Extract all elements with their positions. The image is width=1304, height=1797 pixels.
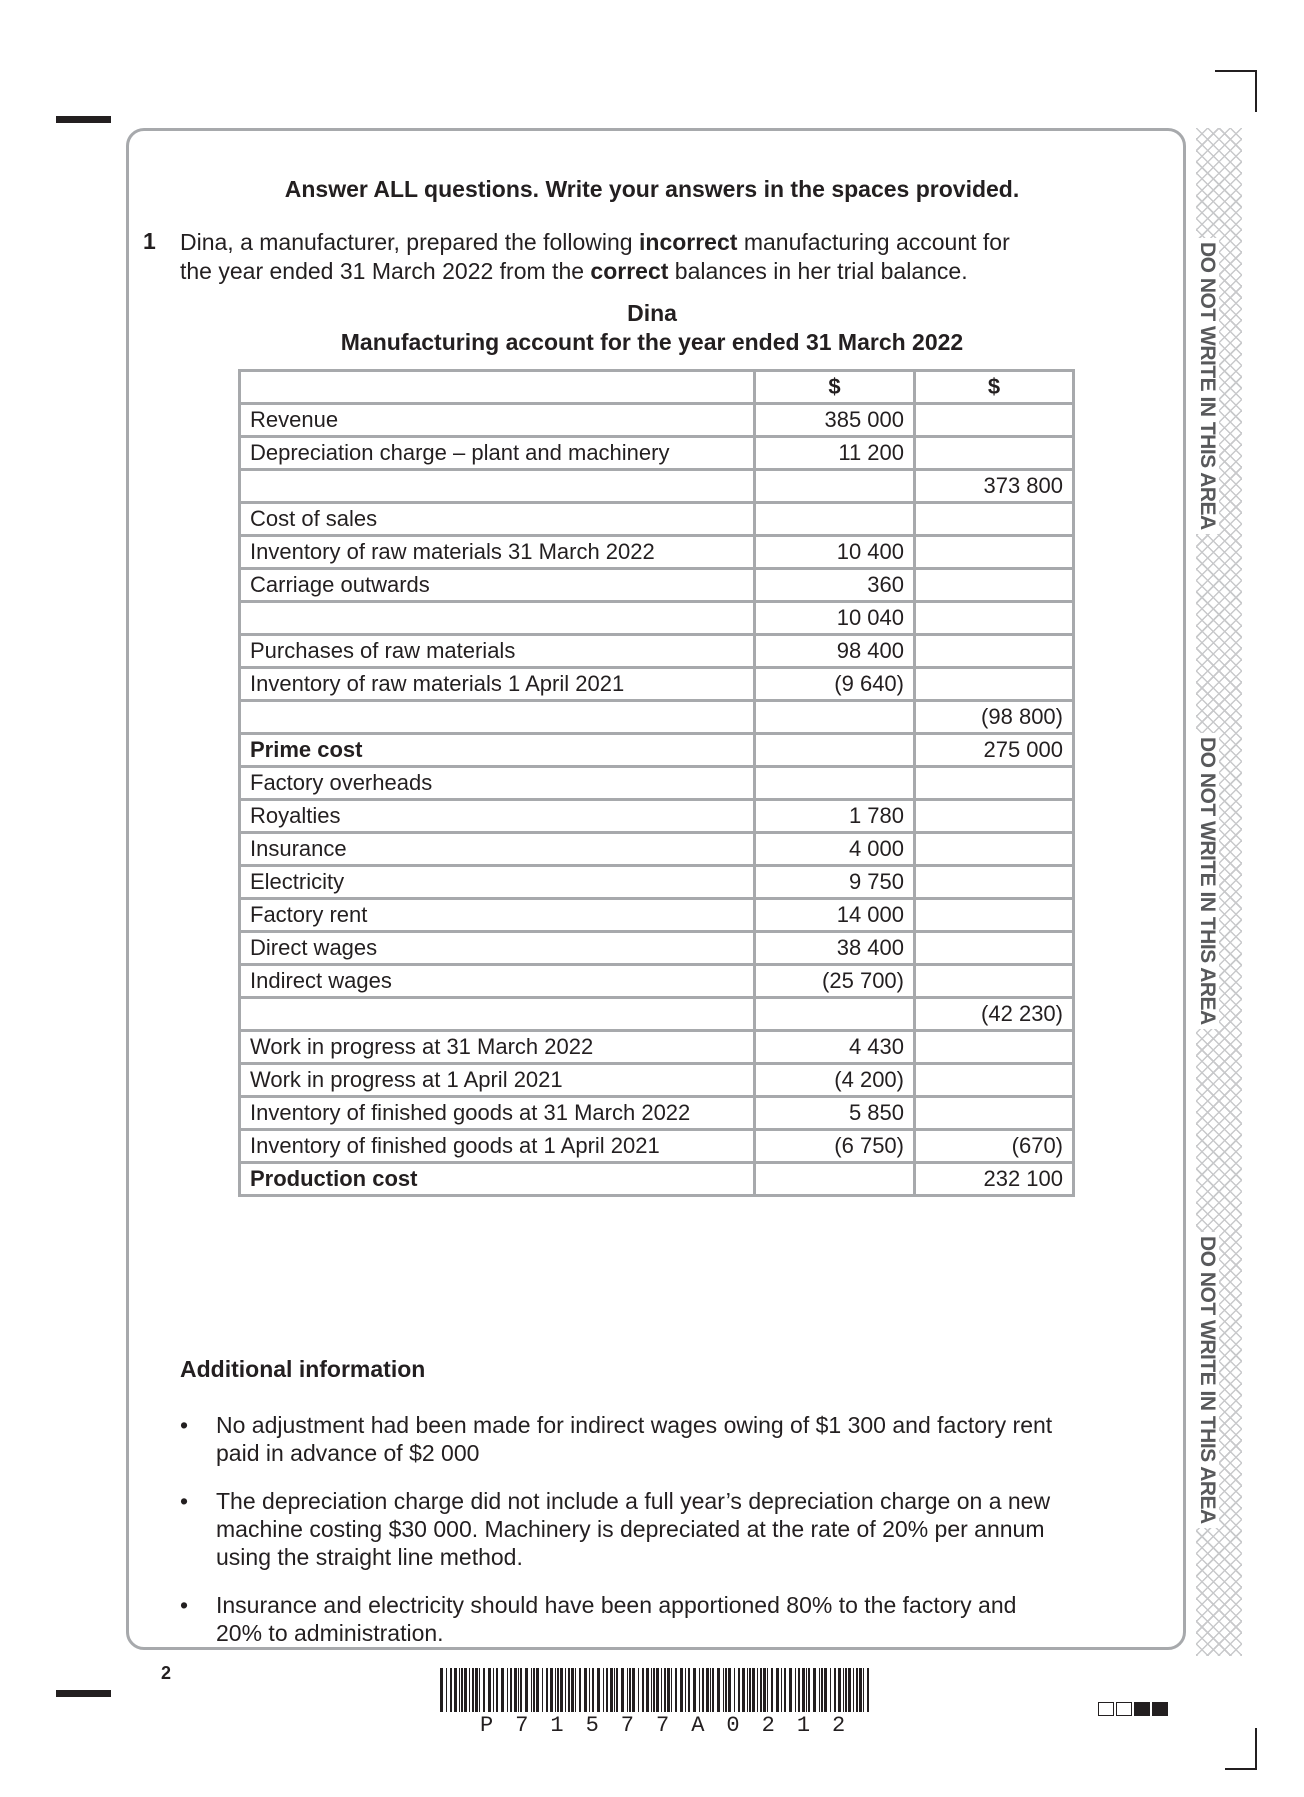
row-col2-amount xyxy=(915,767,1074,800)
barcode-text: P71577A0212 xyxy=(480,1713,868,1738)
table-row xyxy=(240,437,1074,470)
row-col1-amount: 360 xyxy=(755,569,915,602)
table-header-row xyxy=(240,371,1074,404)
row-col2-amount xyxy=(915,437,1074,470)
additional-info-heading: Additional information xyxy=(180,1356,426,1382)
row-label: Royalties xyxy=(240,800,755,833)
instruction-heading: Answer ALL questions. Write your answers in the spaces provided. xyxy=(284,176,1020,202)
row-col1-amount xyxy=(755,1163,915,1196)
row-col2-amount xyxy=(915,866,1074,899)
row-label: Inventory of raw materials 31 March 2022 xyxy=(240,536,755,569)
additional-item-text: Insurance and electricity should have been apportioned 80% to the factory and 20% to administration. xyxy=(216,1592,1017,1646)
table-row xyxy=(240,998,1074,1031)
row-col2-amount xyxy=(915,800,1074,833)
table-row xyxy=(240,932,1074,965)
row-col1-amount: 38 400 xyxy=(755,932,915,965)
row-col2-amount xyxy=(915,602,1074,635)
row-col1-amount: 5 850 xyxy=(755,1097,915,1130)
row-label: Revenue xyxy=(240,404,755,437)
table-row xyxy=(240,701,1074,734)
indicator-box xyxy=(1152,1702,1168,1716)
additional-item-text: The depreciation charge did not include a full year’s depreciation charge on a new machine costing $30 000. Machinery is depreciated at the rate of 20% per annum using the straight line method. xyxy=(216,1488,1051,1570)
row-col2-amount: 275 000 xyxy=(915,734,1074,767)
row-col2-amount xyxy=(915,503,1074,536)
indicator-box xyxy=(1098,1702,1114,1716)
table-row xyxy=(240,470,1074,503)
bullet-icon: • xyxy=(180,1592,189,1618)
crop-mark-top-right-vertical xyxy=(1255,70,1257,112)
page-number: 2 xyxy=(161,1663,172,1683)
row-col1-amount: 10 400 xyxy=(755,536,915,569)
row-label: Direct wages xyxy=(240,932,755,965)
bullet-icon: • xyxy=(180,1412,189,1438)
crop-mark-top-right-horizontal xyxy=(1215,70,1257,72)
row-col1-amount xyxy=(755,470,915,503)
row-col1-amount: 9 750 xyxy=(755,866,915,899)
row-col2-amount xyxy=(915,833,1074,866)
row-label: Insurance xyxy=(240,833,755,866)
table-row xyxy=(240,833,1074,866)
indicator-box xyxy=(1134,1702,1150,1716)
row-label: Inventory of raw materials 1 April 2021 xyxy=(240,668,755,701)
table-row xyxy=(240,536,1074,569)
row-col1-amount: (25 700) xyxy=(755,965,915,998)
registration-bar-bottom xyxy=(56,1690,111,1697)
row-label: Work in progress at 31 March 2022 xyxy=(240,1031,755,1064)
table-row xyxy=(240,965,1074,998)
row-label: Depreciation charge – plant and machinery xyxy=(240,437,755,470)
row-col1-amount: 385 000 xyxy=(755,404,915,437)
row-col1-amount xyxy=(755,767,915,800)
row-col1-amount xyxy=(755,701,915,734)
manufacturing-account-table xyxy=(238,369,1075,1197)
table-row xyxy=(240,635,1074,668)
row-col1-amount: (9 640) xyxy=(755,668,915,701)
account-title: Manufacturing account for the year ended 31 March 2022 xyxy=(340,329,964,355)
table-row xyxy=(240,602,1074,635)
table-row xyxy=(240,1097,1074,1130)
row-col1-amount: 10 040 xyxy=(755,602,915,635)
row-col2-amount: 373 800 xyxy=(915,470,1074,503)
header-col2: $ xyxy=(915,371,1074,404)
page-indicator-boxes xyxy=(1098,1702,1168,1716)
row-label xyxy=(240,470,755,503)
table-body xyxy=(240,404,1074,1196)
question-text: Dina, a manufacturer, prepared the following incorrect manufacturing account for the year ended 31 March 2022 from the correct balances in her trial balance. xyxy=(180,229,1010,284)
row-label: Production cost xyxy=(240,1163,755,1196)
table-row xyxy=(240,503,1074,536)
row-col2-amount xyxy=(915,1097,1074,1130)
table-row xyxy=(240,899,1074,932)
row-label: Work in progress at 1 April 2021 xyxy=(240,1064,755,1097)
row-col2-amount: (670) xyxy=(915,1130,1074,1163)
barcode-icon xyxy=(440,1668,870,1712)
question-number: 1 xyxy=(143,228,156,254)
row-col1-amount: 4 430 xyxy=(755,1031,915,1064)
row-col2-amount xyxy=(915,899,1074,932)
row-col1-amount: 98 400 xyxy=(755,635,915,668)
crop-mark-bottom-right-vertical xyxy=(1255,1728,1257,1770)
margin-warning-2: DO NOT WRITE IN THIS AREA xyxy=(1195,733,1219,1029)
row-col1-amount xyxy=(755,503,915,536)
row-label: Inventory of finished goods at 31 March 2022 xyxy=(240,1097,755,1130)
row-label: Indirect wages xyxy=(240,965,755,998)
table-row xyxy=(240,734,1074,767)
row-col1-amount xyxy=(755,998,915,1031)
row-col2-amount xyxy=(915,668,1074,701)
row-col2-amount: (42 230) xyxy=(915,998,1074,1031)
row-col2-amount xyxy=(915,569,1074,602)
row-col1-amount: 14 000 xyxy=(755,899,915,932)
row-col2-amount xyxy=(915,404,1074,437)
row-col2-amount xyxy=(915,932,1074,965)
margin-warning-3: DO NOT WRITE IN THIS AREA xyxy=(1195,1232,1219,1528)
crop-mark-bottom-right-horizontal xyxy=(1225,1768,1257,1770)
row-col2-amount xyxy=(915,1031,1074,1064)
header-col1: $ xyxy=(755,371,915,404)
header-label xyxy=(240,371,755,404)
row-label: Carriage outwards xyxy=(240,569,755,602)
row-col1-amount: (4 200) xyxy=(755,1064,915,1097)
table-row xyxy=(240,1163,1074,1196)
table-row xyxy=(240,569,1074,602)
margin-warning-1: DO NOT WRITE IN THIS AREA xyxy=(1195,238,1219,534)
row-label: Cost of sales xyxy=(240,503,755,536)
row-col2-amount: (98 800) xyxy=(915,701,1074,734)
row-label: Factory overheads xyxy=(240,767,755,800)
row-col2-amount xyxy=(915,1064,1074,1097)
row-col1-amount xyxy=(755,734,915,767)
row-label xyxy=(240,602,755,635)
table-row xyxy=(240,1031,1074,1064)
table-row xyxy=(240,767,1074,800)
table-row xyxy=(240,668,1074,701)
row-label xyxy=(240,998,755,1031)
row-col2-amount xyxy=(915,536,1074,569)
row-label: Purchases of raw materials xyxy=(240,635,755,668)
row-col2-amount xyxy=(915,635,1074,668)
table-row xyxy=(240,404,1074,437)
table-row xyxy=(240,1130,1074,1163)
row-label xyxy=(240,701,755,734)
row-col1-amount: 11 200 xyxy=(755,437,915,470)
table-row xyxy=(240,800,1074,833)
row-col1-amount: 4 000 xyxy=(755,833,915,866)
indicator-box xyxy=(1116,1702,1132,1716)
row-label: Prime cost xyxy=(240,734,755,767)
bullet-icon: • xyxy=(180,1488,189,1514)
account-name: Dina xyxy=(627,300,677,326)
registration-bar-top xyxy=(56,116,111,123)
row-label: Inventory of finished goods at 1 April 2021 xyxy=(240,1130,755,1163)
row-label: Factory rent xyxy=(240,899,755,932)
row-col2-amount xyxy=(915,965,1074,998)
table-row xyxy=(240,866,1074,899)
table-row xyxy=(240,1064,1074,1097)
row-col2-amount: 232 100 xyxy=(915,1163,1074,1196)
row-col1-amount: 1 780 xyxy=(755,800,915,833)
row-label: Electricity xyxy=(240,866,755,899)
row-col1-amount: (6 750) xyxy=(755,1130,915,1163)
additional-item-text: No adjustment had been made for indirect wages owing of $1 300 and factory rent paid in advance of $2 000 xyxy=(216,1412,1053,1466)
